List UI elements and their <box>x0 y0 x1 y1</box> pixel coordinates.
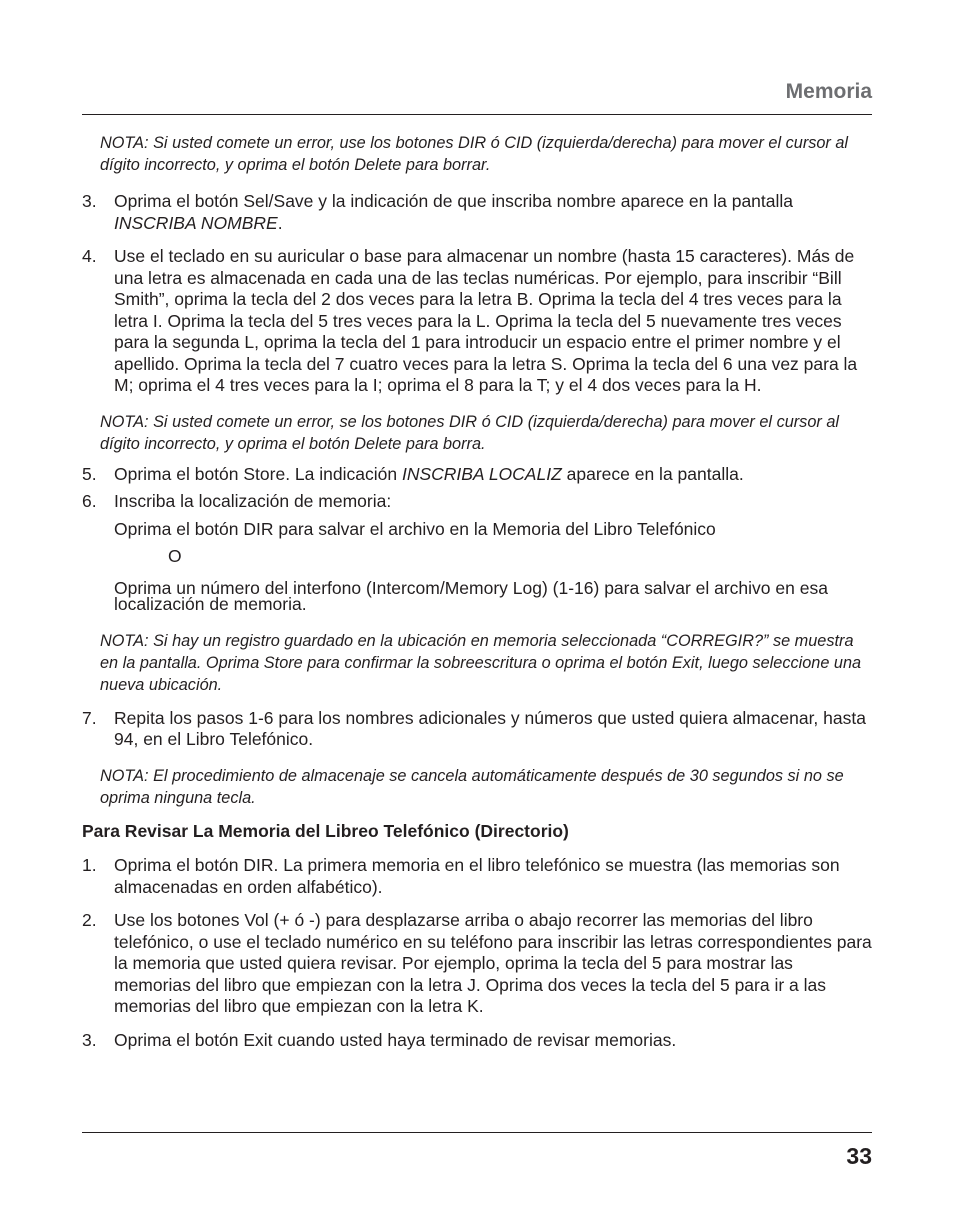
review-step-3 <box>82 1030 872 1052</box>
step-text: Oprima el botón Exit cuando usted haya terminado de revisar memorias. <box>114 1029 677 1050</box>
note-timeout: NOTA: El procedimiento de almacenaje se cancela automáticamente después de 30 segundos si no se oprima ninguna tecla. <box>100 766 844 807</box>
step-number: 1. <box>82 855 97 875</box>
page-header-title: Memoria <box>785 80 872 103</box>
step-6-or: O <box>168 546 182 566</box>
step-number: 7. <box>82 707 97 728</box>
review-step-1 <box>82 855 872 898</box>
header-rule <box>82 114 872 115</box>
step-7 <box>82 708 872 751</box>
step-text: Oprima el botón Store. La indicación INSCRIBA LOCALIZ aparece en la pantalla. <box>114 463 744 484</box>
step-6 <box>82 491 872 513</box>
page-content <box>82 132 872 1051</box>
step-3 <box>82 191 872 234</box>
step-5 <box>82 464 872 486</box>
step-6-option-dir: Oprima el botón DIR para salvar el archivo en la Memoria del Libro Telefónico <box>114 518 716 539</box>
step-text: Use los botones Vol (+ ó -) para desplazarse arriba o abajo recorrer las memorias del libro telefónico, o use el teclado numérico en su teléfono para inscribir las letras correspondientes para la memoria que usted quiera revisar. Por ejemplo, oprima la tecla del 5 para mostrar las memorias del libro que empiezan con la letra J. Oprima dos veces la tecla del 5 para ir a las memorias del libro que empiezan con la letra K. <box>114 910 872 1016</box>
step-text: Repita los pasos 1-6 para los nombres adicionales y números que usted quiera almacenar, hasta 94, en el Libro Telefónico. <box>114 707 866 749</box>
note-error-correction-2: NOTA: Si usted comete un error, se los botones DIR ó CID (izquierda/derecha) para mover el cursor al dígito incorrecto, y oprima el botón Delete para borra. <box>100 412 839 453</box>
step-number: 2. <box>82 910 97 930</box>
step-number: 3. <box>82 191 97 211</box>
note-error-correction: NOTA: Si usted comete un error, use los botones DIR ó CID (izquierda/derecha) para mover el cursor al dígito incorrecto, y oprima el botón Delete para borrar. <box>100 134 849 174</box>
footer-rule <box>82 1132 872 1133</box>
step-6-option-intercom: Oprima un número del interfono (Intercom/Memory Log) (1-16) para salvar el archivo en esa localización de memoria. <box>114 577 828 614</box>
step-4 <box>82 246 872 397</box>
review-step-2 <box>82 910 872 1018</box>
step-text: Inscriba la localización de memoria: <box>114 491 392 511</box>
step-number: 3. <box>82 1029 97 1050</box>
section-heading: Para Revisar La Memoria del Libreo Telefónico (Directorio) <box>82 820 569 841</box>
step-text: Use el teclado en su auricular o base para almacenar un nombre (hasta 15 caracteres). Más de una letra es almacenada en cada una de las teclas numéricas. Por ejemplo, para inscribir “Bill Smith”, oprima la tecla del 2 dos veces para la letra B. Oprima la tecla del 4 tres veces para la letra I. Oprima la tecla del 5 tres veces para la L. Oprima la tecla del 5 nuevamente tres veces para la segunda L, oprima la tecla del 1 para introducir un espacio entre el primer nombre y el apellido. Oprima la tecla del 7 cuatro veces para la letra S. Oprima la tecla del 6 una vez para la M; oprima el 4 tres veces para la I; oprima el 8 para la T; y el 4 dos veces para la H. <box>114 246 858 395</box>
step-number: 4. <box>82 246 97 266</box>
step-text: Oprima el botón Sel/Save y la indicación de que inscriba nombre aparece en la pantalla INSCRIBA NOMBRE. <box>114 191 794 233</box>
step-number: 6. <box>82 491 97 511</box>
page-number: 33 <box>846 1143 872 1169</box>
note-overwrite: NOTA: Si hay un registro guardado en la ubicación en memoria seleccionada “CORREGIR?” se muestra en la pantalla. Oprima Store para confirmar la sobreescritura o oprima el botón Exit, luego seleccione una nueva ubicación. <box>100 631 862 694</box>
display-message: INSCRIBA LOCALIZ <box>401 463 562 484</box>
step-text: Oprima el botón DIR. La primera memoria en el libro telefónico se muestra (las memorias son almacenadas en orden alfabético). <box>114 855 840 897</box>
display-message: INSCRIBA NOMBRE <box>114 212 278 233</box>
step-number: 5. <box>82 463 97 484</box>
